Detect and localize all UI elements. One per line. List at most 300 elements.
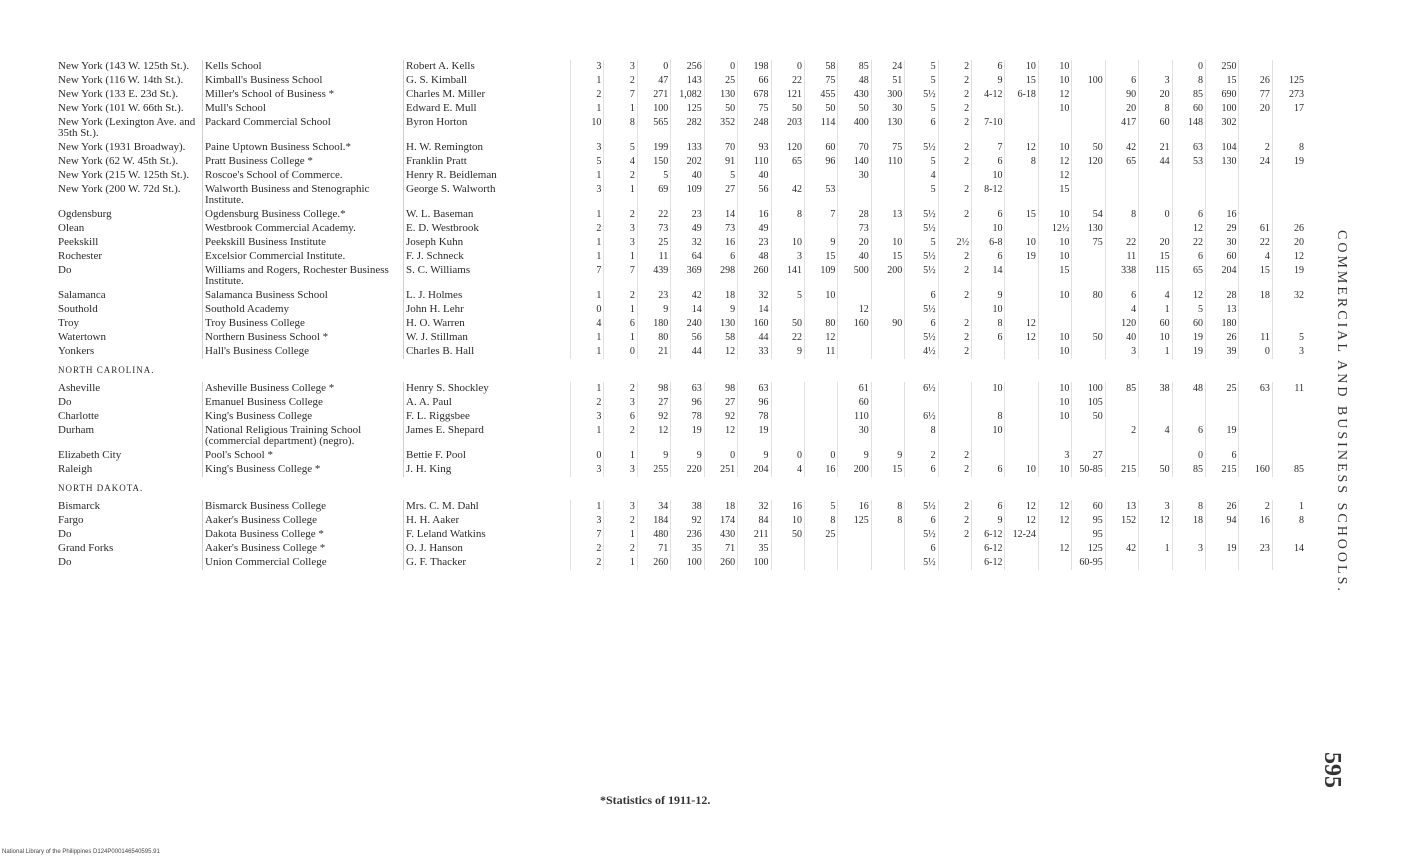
- stat-cell: 199: [637, 141, 670, 155]
- stat-cell: 160: [738, 317, 771, 331]
- school-name-cell: Roscoe's School of Commerce.: [203, 169, 404, 183]
- stat-cell: 2: [604, 74, 637, 88]
- stat-cell: 2: [938, 331, 971, 345]
- stat-cell: 120: [1072, 155, 1105, 169]
- stat-cell: 44: [738, 331, 771, 345]
- stat-cell: [938, 396, 971, 410]
- stat-cell: 27: [637, 396, 670, 410]
- stat-cell: 260: [704, 556, 737, 570]
- stat-cell: [1105, 556, 1138, 570]
- stat-cell: 22: [1239, 236, 1272, 250]
- stat-cell: [871, 542, 904, 556]
- stat-cell: 130: [1072, 222, 1105, 236]
- city-cell: Asheville: [58, 382, 101, 394]
- stat-cell: 30: [1206, 236, 1239, 250]
- stat-cell: 9: [972, 74, 1005, 88]
- stat-cell: 29: [1206, 222, 1239, 236]
- stat-cell: [972, 449, 1005, 463]
- principal-cell: H. W. Remington: [404, 141, 571, 155]
- principal-cell: S. C. Williams: [404, 264, 571, 289]
- stat-cell: 417: [1105, 116, 1138, 141]
- stat-cell: 9: [637, 449, 670, 463]
- table-row: [56, 410, 1306, 424]
- stat-cell: [1172, 556, 1205, 570]
- stat-cell: 7: [604, 88, 637, 102]
- stat-cell: 34: [637, 500, 670, 514]
- stat-cell: [1072, 60, 1105, 74]
- stat-cell: 18: [704, 500, 737, 514]
- stat-cell: 10: [1038, 102, 1071, 116]
- stat-cell: 130: [871, 116, 904, 141]
- stat-cell: 10: [1038, 60, 1071, 74]
- stat-cell: 215: [1206, 463, 1239, 477]
- city-cell: New York (1931 Broadway).: [58, 141, 186, 153]
- stat-cell: [1005, 410, 1038, 424]
- stat-cell: 1: [571, 331, 604, 345]
- stat-cell: 200: [871, 264, 904, 289]
- stat-cell: 0: [1139, 208, 1172, 222]
- stat-cell: 338: [1105, 264, 1138, 289]
- stat-cell: [1072, 169, 1105, 183]
- stat-cell: [838, 345, 871, 359]
- stat-cell: 10: [1005, 60, 1038, 74]
- stat-cell: 6: [1172, 250, 1205, 264]
- table-body: [56, 60, 1306, 570]
- stat-cell: 15: [1038, 183, 1071, 208]
- stat-cell: [838, 183, 871, 208]
- stat-cell: 130: [1206, 155, 1239, 169]
- stat-cell: [1239, 449, 1272, 463]
- stat-cell: [871, 345, 904, 359]
- stat-cell: 2: [938, 514, 971, 528]
- stat-cell: 1: [1272, 500, 1306, 514]
- city-cell: New York (116 W. 14th St.).: [58, 74, 184, 86]
- stat-cell: 12½: [1038, 222, 1071, 236]
- stat-cell: 61: [1239, 222, 1272, 236]
- stat-cell: [771, 410, 804, 424]
- school-name-cell: Southold Academy: [203, 303, 404, 317]
- stat-cell: [1072, 317, 1105, 331]
- stat-cell: 6-12: [972, 542, 1005, 556]
- stat-cell: 273: [1272, 88, 1306, 102]
- school-name-cell: Pratt Business College *: [203, 155, 404, 169]
- stat-cell: 12: [804, 331, 837, 345]
- stat-cell: 13: [1105, 500, 1138, 514]
- state-heading-label: NORTH DAKOTA.: [58, 483, 144, 493]
- stat-cell: 63: [1239, 382, 1272, 396]
- stat-cell: [1272, 169, 1306, 183]
- stat-cell: 21: [1139, 141, 1172, 155]
- stat-cell: 19: [1272, 155, 1306, 169]
- stat-cell: 96: [671, 396, 704, 410]
- stat-cell: 78: [671, 410, 704, 424]
- side-running-title: COMMERCIAL AND BUSINESS SCHOOLS.: [1334, 230, 1349, 594]
- stat-cell: 60: [1139, 116, 1172, 141]
- stat-cell: 18: [704, 289, 737, 303]
- stat-cell: 3: [571, 514, 604, 528]
- stat-cell: 20: [838, 236, 871, 250]
- stat-cell: 180: [1206, 317, 1239, 331]
- stat-cell: 6: [1172, 208, 1205, 222]
- stat-cell: 9: [972, 514, 1005, 528]
- stat-cell: 11: [637, 250, 670, 264]
- city-cell: Raleigh: [58, 463, 93, 475]
- stat-cell: 4-12: [972, 88, 1005, 102]
- stat-cell: 1: [604, 331, 637, 345]
- stat-cell: 302: [1206, 116, 1239, 141]
- stat-cell: [804, 410, 837, 424]
- stat-cell: 110: [738, 155, 771, 169]
- school-name-cell: Excelsior Commercial Institute.: [203, 250, 404, 264]
- principal-cell: Franklin Pratt: [404, 155, 571, 169]
- stat-cell: 0: [771, 60, 804, 74]
- stat-cell: 5: [905, 74, 938, 88]
- stat-cell: 15: [1005, 208, 1038, 222]
- stat-cell: [1206, 528, 1239, 542]
- table-row: [56, 183, 1306, 208]
- stat-cell: 1: [604, 303, 637, 317]
- stat-cell: 174: [704, 514, 737, 528]
- stat-cell: 8: [972, 410, 1005, 424]
- stat-cell: 120: [1105, 317, 1138, 331]
- stat-cell: 16: [838, 500, 871, 514]
- stat-cell: 42: [1105, 542, 1138, 556]
- stat-cell: 1: [604, 528, 637, 542]
- stat-cell: 96: [738, 396, 771, 410]
- stat-cell: 11: [1105, 250, 1138, 264]
- school-name-cell: Hall's Business College: [203, 345, 404, 359]
- stat-cell: 12: [1172, 222, 1205, 236]
- stat-cell: 0: [637, 60, 670, 74]
- stat-cell: 0: [604, 345, 637, 359]
- stat-cell: 84: [738, 514, 771, 528]
- stat-cell: 60: [838, 396, 871, 410]
- stat-cell: 5: [905, 183, 938, 208]
- stat-cell: 15: [871, 250, 904, 264]
- stat-cell: 100: [738, 556, 771, 570]
- stat-cell: [1005, 345, 1038, 359]
- table-row: [56, 236, 1306, 250]
- table-row: [56, 449, 1306, 463]
- stat-cell: 220: [671, 463, 704, 477]
- stat-cell: 85: [1172, 88, 1205, 102]
- stat-cell: 23: [671, 208, 704, 222]
- stat-cell: 39: [1206, 345, 1239, 359]
- stat-cell: 480: [637, 528, 670, 542]
- stat-cell: 98: [704, 382, 737, 396]
- principal-cell: Bettie F. Pool: [404, 449, 571, 463]
- stat-cell: 10: [1139, 331, 1172, 345]
- stat-cell: 5½: [905, 250, 938, 264]
- stat-cell: 95: [1072, 528, 1105, 542]
- stat-cell: [1072, 424, 1105, 449]
- stat-cell: [771, 222, 804, 236]
- stat-cell: [771, 382, 804, 396]
- stat-cell: 23: [637, 289, 670, 303]
- stat-cell: [1239, 303, 1272, 317]
- stat-cell: [1239, 556, 1272, 570]
- stat-cell: 100: [671, 556, 704, 570]
- stat-cell: 70: [838, 141, 871, 155]
- stat-cell: 11: [804, 345, 837, 359]
- stat-cell: 141: [771, 264, 804, 289]
- stat-cell: 92: [704, 410, 737, 424]
- stat-cell: 10: [972, 382, 1005, 396]
- stat-cell: [938, 542, 971, 556]
- stat-cell: 1: [571, 74, 604, 88]
- stat-cell: 9: [671, 449, 704, 463]
- stat-cell: 125: [838, 514, 871, 528]
- stat-cell: 1: [571, 345, 604, 359]
- stat-cell: 63: [1172, 141, 1205, 155]
- stat-cell: 48: [838, 74, 871, 88]
- stat-cell: [804, 542, 837, 556]
- stat-cell: 49: [671, 222, 704, 236]
- stat-cell: 5½: [905, 141, 938, 155]
- stat-cell: 6-12: [972, 528, 1005, 542]
- stat-cell: 16: [738, 208, 771, 222]
- stat-cell: 25: [637, 236, 670, 250]
- stat-cell: [1038, 303, 1071, 317]
- stat-cell: [1239, 528, 1272, 542]
- stat-cell: [804, 169, 837, 183]
- table-row: [56, 102, 1306, 116]
- stat-cell: 13: [1206, 303, 1239, 317]
- stat-cell: 95: [1072, 514, 1105, 528]
- stat-cell: 2: [604, 208, 637, 222]
- stat-cell: [1038, 528, 1071, 542]
- stat-cell: 70: [704, 141, 737, 155]
- stat-cell: 1: [571, 382, 604, 396]
- stat-cell: 12: [1005, 514, 1038, 528]
- stat-cell: 352: [704, 116, 737, 141]
- stat-cell: [1139, 183, 1172, 208]
- stat-cell: 50: [1072, 410, 1105, 424]
- stat-cell: [1239, 208, 1272, 222]
- city-cell: Charlotte: [58, 410, 99, 422]
- stat-cell: 8: [1005, 155, 1038, 169]
- stat-cell: [1072, 102, 1105, 116]
- stat-cell: [871, 424, 904, 449]
- stat-cell: 200: [838, 463, 871, 477]
- stat-cell: 160: [838, 317, 871, 331]
- stat-cell: 1: [604, 449, 637, 463]
- stat-cell: 65: [1105, 155, 1138, 169]
- state-heading: [56, 477, 1306, 500]
- school-name-cell: Kimball's Business School: [203, 74, 404, 88]
- stat-cell: [1272, 528, 1306, 542]
- stat-cell: 198: [738, 60, 771, 74]
- stat-cell: 1: [604, 183, 637, 208]
- stat-cell: 40: [671, 169, 704, 183]
- stat-cell: 54: [1072, 208, 1105, 222]
- stat-cell: 6½: [905, 382, 938, 396]
- stat-cell: 24: [1239, 155, 1272, 169]
- stat-cell: 14: [972, 264, 1005, 289]
- stat-cell: 9: [637, 303, 670, 317]
- stat-cell: 25: [704, 74, 737, 88]
- stat-cell: 10: [771, 236, 804, 250]
- stat-cell: 3: [571, 60, 604, 74]
- stat-cell: [1272, 183, 1306, 208]
- stat-cell: 32: [738, 289, 771, 303]
- stat-cell: [871, 382, 904, 396]
- stat-cell: 260: [738, 264, 771, 289]
- stat-cell: 215: [1105, 463, 1138, 477]
- stat-cell: 12: [1038, 514, 1071, 528]
- city-cell: Watertown: [58, 331, 106, 343]
- stat-cell: [1206, 410, 1239, 424]
- school-name-cell: Aaker's Business College: [203, 514, 404, 528]
- stat-cell: 5: [1172, 303, 1205, 317]
- stat-cell: 12: [1038, 155, 1071, 169]
- stat-cell: 8: [905, 424, 938, 449]
- stat-cell: 5: [571, 155, 604, 169]
- stat-cell: 2: [905, 449, 938, 463]
- table-row: [56, 382, 1306, 396]
- principal-cell: Mrs. C. M. Dahl: [404, 500, 571, 514]
- stat-cell: 256: [671, 60, 704, 74]
- stat-cell: 50: [1072, 141, 1105, 155]
- page-number: 595: [1319, 752, 1345, 788]
- principal-cell: F. J. Schneck: [404, 250, 571, 264]
- stat-cell: 2: [1239, 500, 1272, 514]
- stat-cell: 21: [637, 345, 670, 359]
- stat-cell: [1005, 289, 1038, 303]
- principal-cell: Charles M. Miller: [404, 88, 571, 102]
- stat-cell: 73: [637, 222, 670, 236]
- statistics-table: [56, 60, 1306, 570]
- stat-cell: [1105, 449, 1138, 463]
- stat-cell: 73: [704, 222, 737, 236]
- stat-cell: 271: [637, 88, 670, 102]
- stat-cell: 12-24: [1005, 528, 1038, 542]
- stat-cell: 8: [871, 514, 904, 528]
- stat-cell: 12: [838, 303, 871, 317]
- stat-cell: 2: [938, 88, 971, 102]
- principal-cell: H. O. Warren: [404, 317, 571, 331]
- stat-cell: 251: [704, 463, 737, 477]
- scan-credit: National Library of the Philippines D124P000146540595.91: [2, 849, 160, 855]
- stat-cell: 15: [804, 250, 837, 264]
- stat-cell: 92: [637, 410, 670, 424]
- stat-cell: 9: [704, 303, 737, 317]
- stat-cell: 5: [905, 155, 938, 169]
- stat-cell: 65: [1172, 264, 1205, 289]
- stat-cell: [1139, 449, 1172, 463]
- stat-cell: [1105, 410, 1138, 424]
- stat-cell: 12: [1005, 500, 1038, 514]
- principal-cell: A. A. Paul: [404, 396, 571, 410]
- stat-cell: 298: [704, 264, 737, 289]
- stat-cell: 3: [1139, 74, 1172, 88]
- stat-cell: 109: [671, 183, 704, 208]
- table-row: [56, 155, 1306, 169]
- stat-cell: [804, 303, 837, 317]
- stat-cell: [1105, 528, 1138, 542]
- stat-cell: [1105, 183, 1138, 208]
- stat-cell: 48: [738, 250, 771, 264]
- stat-cell: 104: [1206, 141, 1239, 155]
- stat-cell: 143: [671, 74, 704, 88]
- stat-cell: 19: [671, 424, 704, 449]
- stat-cell: 30: [838, 424, 871, 449]
- stat-cell: [871, 222, 904, 236]
- table-row: [56, 528, 1306, 542]
- stat-cell: [804, 424, 837, 449]
- stat-cell: 71: [704, 542, 737, 556]
- stat-cell: 60: [1172, 317, 1205, 331]
- stat-cell: 20: [1139, 88, 1172, 102]
- stat-cell: 6: [1105, 74, 1138, 88]
- stat-cell: 17: [1272, 102, 1306, 116]
- stat-cell: 53: [804, 183, 837, 208]
- stat-cell: 0: [1172, 449, 1205, 463]
- stat-cell: [1139, 556, 1172, 570]
- city-cell: Troy: [58, 317, 79, 329]
- stat-cell: 10: [1005, 236, 1038, 250]
- stat-cell: 248: [738, 116, 771, 141]
- stat-cell: [1239, 424, 1272, 449]
- stat-cell: 2: [938, 183, 971, 208]
- stat-cell: 2: [571, 222, 604, 236]
- stat-cell: 2: [571, 542, 604, 556]
- stat-cell: 2: [604, 382, 637, 396]
- stat-cell: 12: [704, 345, 737, 359]
- stat-cell: 19: [1172, 331, 1205, 345]
- stat-cell: [1239, 396, 1272, 410]
- stat-cell: 8: [604, 116, 637, 141]
- stat-cell: 100: [1072, 382, 1105, 396]
- stat-cell: [871, 331, 904, 345]
- stat-cell: 91: [704, 155, 737, 169]
- school-name-cell: King's Business College *: [203, 463, 404, 477]
- stat-cell: [871, 556, 904, 570]
- stat-cell: 150: [637, 155, 670, 169]
- principal-cell: O. J. Hanson: [404, 542, 571, 556]
- stat-cell: 2: [1105, 424, 1138, 449]
- stat-cell: 2: [938, 155, 971, 169]
- school-name-cell: Mull's School: [203, 102, 404, 116]
- stat-cell: 204: [738, 463, 771, 477]
- stat-cell: 80: [1072, 289, 1105, 303]
- stat-cell: 10: [1005, 463, 1038, 477]
- stat-cell: 3: [771, 250, 804, 264]
- stat-cell: [1072, 303, 1105, 317]
- stat-cell: 1,082: [671, 88, 704, 102]
- stat-cell: 105: [1072, 396, 1105, 410]
- stat-cell: 8: [1139, 102, 1172, 116]
- stat-cell: 12: [1038, 88, 1071, 102]
- stat-cell: 6: [972, 250, 1005, 264]
- city-cell: Rochester: [58, 250, 102, 262]
- stat-cell: 64: [671, 250, 704, 264]
- stat-cell: [972, 345, 1005, 359]
- stat-cell: 6: [972, 463, 1005, 477]
- stat-cell: 10: [871, 236, 904, 250]
- stat-cell: 42: [771, 183, 804, 208]
- city-cell: Do: [58, 396, 72, 408]
- stat-cell: 14: [704, 208, 737, 222]
- table-row: [56, 250, 1306, 264]
- stat-cell: 1: [1139, 303, 1172, 317]
- stat-cell: 9: [838, 449, 871, 463]
- stat-cell: 140: [838, 155, 871, 169]
- stat-cell: 1: [571, 208, 604, 222]
- stat-cell: 3: [571, 463, 604, 477]
- stat-cell: 1: [571, 236, 604, 250]
- stat-cell: 75: [738, 102, 771, 116]
